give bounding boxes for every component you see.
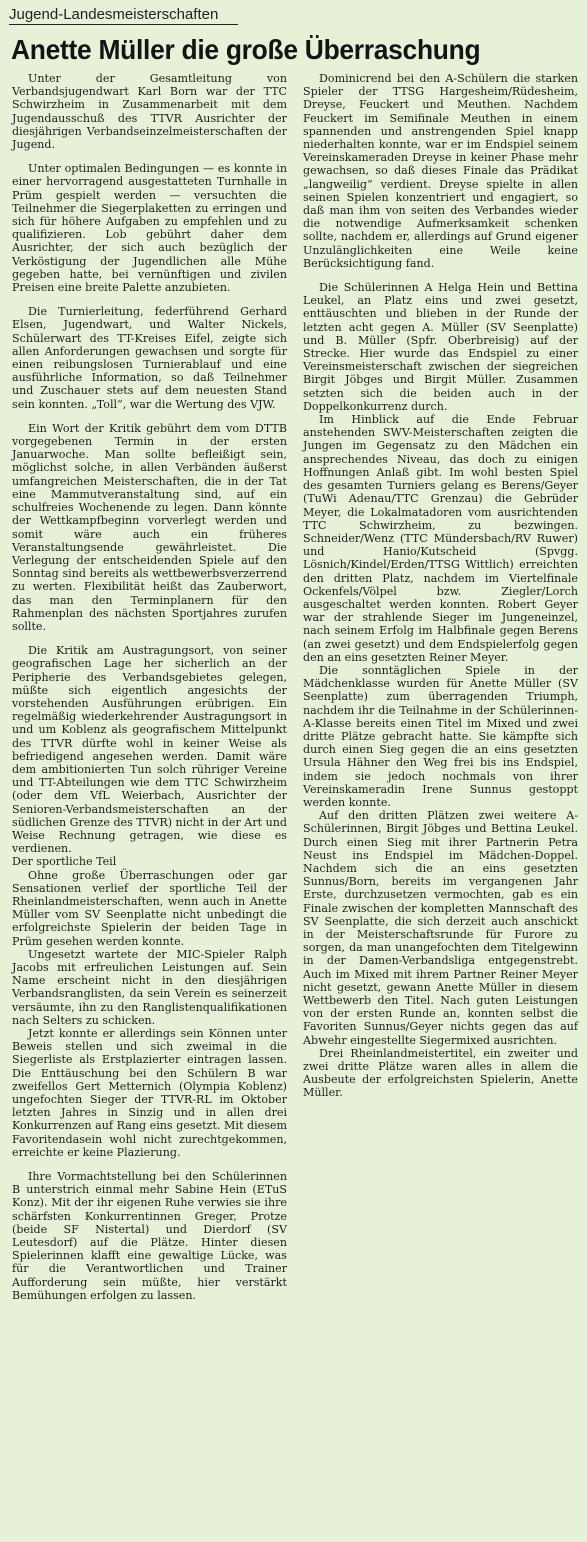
subheading: Der sportliche Teil <box>12 855 117 869</box>
paragraph: Dominicrend bei den A-Schülern die starken Spieler der TTSG Hargesheim/Rüdesheim, Dreyse, Feuckert und Meuthen. Nachdem Feuckert im Semifinale Meuthen in einem spannenden und anstrengenden Spiel knapp niederhalten konnte, war er im Endspiel seinem Vereinskameraden Dreyse in keiner Phase mehr gewachsen, so daß dieses Finale das Prädikat „langweilig“ verdient. Dreyse spielte in allen seinen Spielen konzentriert und engagiert, so daß man ihm von seiten des Verbandes wieder die notwendige Aufmerksamkeit schenken sollte, nachdem er, allerdings auf Grund eigener Unzulänglichkeiten eine Weile keine Berücksichtigung fand. <box>303 72 578 270</box>
right-column <box>303 72 578 1313</box>
paragraph: Im Hinblick auf die Ende Februar anstehenden SWV-Meisterschaften zeigten die Jungen im Gegensatz zu den Mädchen ein ansprechendes Niveau, das doch zu einigen Hoffnungen Anlaß gibt. Im wohl besten Spiel des gesamten Turniers gelang es Berens/Geyer (TuWi Adenau/TTC Grenzau) die Gebrüder Meyer, die Lokalmatadoren vom ausrichtenden TTC Schwirzheim, zu bezwingen. Schneider/Wenz (TTC Mündersbach/RV Ruwer) und Hanio/Kutscheid (Spvgg. Lösnich/Kindel/Erden/TTSG Wittlich) erreichten den dritten Platz, nachdem im Viertelfinale Ockenfels/Völpel bzw. Ziegler/Lorch ausgeschaltet werden konnten. Robert Geyer war der strahlende Sieger im Jungeneinzel, nach seinem Erfolg im Halbfinale gegen Berens (an zwei gesetzt) und dem Endspielerfolg gegen den an eins gesetzten Reiner Meyer. <box>303 413 578 664</box>
paragraph: Auf den dritten Plätzen zwei weitere A-Schülerinnen, Birgit Jöbges und Bettina Leukel. Durch einen Sieg mit ihrer Partnerin Petra Neust ins Endspiel im Mädchen-Doppel. Nachdem sich die an eins gesetzten Sunnus/Born, bereits im vergangenen Jahr Erste, durchzusetzen vermochten, gab es ein Finale zwischen der kompletten Mannschaft des SV Seenplatte, die sich derzeit auch anschickt in der Meisterschaftsrunde für Furore zu sorgen, da man unangefochten dem Titelgewinn in der Damen-Verbandsliga entgegenstrebt. Auch im Mixed mit ihrem Partner Reiner Meyer nicht gesetzt, gewann Anette Müller in diesem Wettbewerb den Titel. Nach guten Leistungen von der ersten Runde an, konnten selbst die Favoriten Sunnus/Geyer nichts gegen das auf Abwehr eingestellte Siegermixed ausrichten. <box>303 809 578 1047</box>
paragraph: Die Turnierleitung, federführend Gerhard Elsen, Jugendwart, und Walter Nickels, Schülerwart des TT-Kreises Eifel, zeigte sich allen Anforderungen gewachsen und sorgte für einen reibungslosen Turnierablauf und eine ausführliche Information, so daß Teilnehmer und Zuschauer stets auf dem neuesten Stand sein konnten. „Toll“, war die Wertung des VJW. <box>12 305 287 411</box>
paragraph: Jetzt konnte er allerdings sein Können unter Beweis stellen und sich zweimal in die Siegerliste als Erstplazierter eintragen lassen. Die Enttäuschung bei den Schülern B war zweifellos Gert Metternich (Olympia Koblenz) ungefochten Sieger der TTVR-RL im Oktober letzten Jahres in Sinzig und in allen drei Konkurrenzen auf Rang eins gesetzt. Mit diesem Favoritendasein wohl nicht zurechtgekommen, erreichte er keine Plazierung. <box>12 1027 287 1159</box>
paragraph: Die Kritik am Austragungsort, von seiner geografischen Lage her sicherlich an der Peripherie des Verbandsgebietes gelegen, müßte sich eigentlich angesichts der vorstehenden Ausführungen erübrigen. Ein regelmäßig wiederkehrender Austragungsort in und um Koblenz als geografischem Mittelpunkt des TTVR dürfte wohl in keiner Weise als befriedigend angesehen werden. Damit wäre dem ambitionierten Tun solch rühriger Vereine und TT-Abteilungen wie dem TTC Schwirzheim (oder dem VfL Weierbach, Ausrichter der Senioren-Verbandsmeisterschaften an der südlichen Grenze des TTVR) nicht in der Art und Weise Rechnung getragen, wie diese es verdienen. <box>12 644 287 856</box>
paragraph: Die Schülerinnen A Helga Hein und Bettina Leukel, an Platz eins und zwei gesetzt, enttäuschten und blieben in der Runde der letzten acht gegen A. Müller (SV Seenplatte) und B. Müller (Spfr. Oberbreisig) auf der Strecke. Hier wurde das Endspiel zu einer Vereinsmeisterschaft zwischen der siegreichen Birgit Jöbges und Birgit Müller. Zusammen setzten sich die beiden auch in der Doppelkonkurrenz durch. <box>303 281 578 413</box>
paragraph: Ohne große Überraschungen oder gar Sensationen verlief der sportliche Teil der Rheinlandmeisterschaften, wenn auch in Anette Müller vom SV Seenplatte nicht unbedingt die erfolgreichste Spielerin der beiden Tage in Prüm gesehen werden konnte. <box>12 868 287 948</box>
paragraph: Drei Rheinlandmeistertitel, ein zweiter und zwei dritte Plätze waren alles in allem die Ausbeute der erfolgreichsten Spielerin, Anette Müller. <box>303 1046 578 1100</box>
section-kicker: Jugend-Landesmeisterschaften <box>9 6 238 25</box>
left-column <box>12 72 287 1313</box>
article-headline: Anette Müller die große Überraschung <box>11 34 481 65</box>
paragraph: Unter der Gesamtleitung von Verbandsjugendwart Karl Born war der TTC Schwirzheim in Zusammenarbeit mit dem Jugendausschuß des TTVR Ausrichter der diesjährigen Verbandseinzelmeisterschaften der Jugend. <box>12 72 287 152</box>
paragraph: Die sonntäglichen Spiele in der Mädchenklasse wurden für Anette Müller (SV Seenplatte) zum überragenden Triumph, nachdem ihr die Teilnahme in der Schülerinnen-A-Klasse bereits einen Titel im Mixed und zwei dritte Plätze gebracht hatte. Sie kämpfte sich durch einen Sieg gegen die an eins gesetzten Ursula Hähner den Weg frei bis ins Endspiel, indem sie jedoch nochmals von ihrer Vereinskameradin Irene Sunnus gestoppt werden konnte. <box>303 663 578 809</box>
article-body <box>12 72 579 1313</box>
paragraph: Unter optimalen Bedingungen — es konnte in einer hervorragend ausgestatteten Turnhalle in Prüm gespielt werden — versuchten die Teilnehmer die Siegerplaketten zu erringen und sich für höhere Aufgaben zu empfehlen und zu qualifizieren. Lob gebührt daher dem Ausrichter, der sich auch bezüglich der Verköstigung der Jugendlichen alle Mühe gegeben hatte, bei vernünftigen und zivilen Preisen eine breite Palette anzubieten. <box>12 162 287 295</box>
paragraph: Ungesetzt wartete der MIC-Spieler Ralph Jacobs mit erfreulichen Leistungen auf. Sein Name erscheint nicht in den diesjährigen Verbandsranglisten, da sein Verein es seinerzeit versäumte, ihn zu den Ranglistenqualifikationen nach Selters zu schicken. <box>12 947 287 1027</box>
paragraph: Ein Wort der Kritik gebührt dem vom DTTB vorgegebenen Termin in der ersten Januarwoche. Man sollte befleißigt sein, möglichst solche, in allen Verbänden äußerst umfangreichen Meisterschaften, die in der Tat eine Mammutveranstaltung sind, auf ein schulfreies Wochenende zu legen. Dann könnte der Wettkampfbeginn vorverlegt werden und somit wäre auch ein früheres Veranstaltungsende gewährleistet. Die Verlegung der entscheidenden Spiele auf den Sonntag sind bereits als wettbewerbsverzerrend zu werten. Flexibilität heißt das Zauberwort, das man den Terminplanern für den Rahmenplan des nächsten Sportjahres zurufen sollte. <box>12 421 287 633</box>
paragraph: Ihre Vormachtstellung bei den Schülerinnen B unterstrich einmal mehr Sabine Hein (ETuS Konz). Mit der ihr eigenen Ruhe verwies sie ihre schärfsten Konkurrentinnen Greger, Protze (beide SF Nistertal) und Dierdorf (SV Leutesdorf) auf die Plätze. Hinter diesen Spielerinnen klafft eine gewaltige Lücke, was für die Verantwortlichen und Trainer Aufforderung sein müßte, hier verstärkt Bemühungen erfolgen zu lassen. <box>12 1170 287 1302</box>
